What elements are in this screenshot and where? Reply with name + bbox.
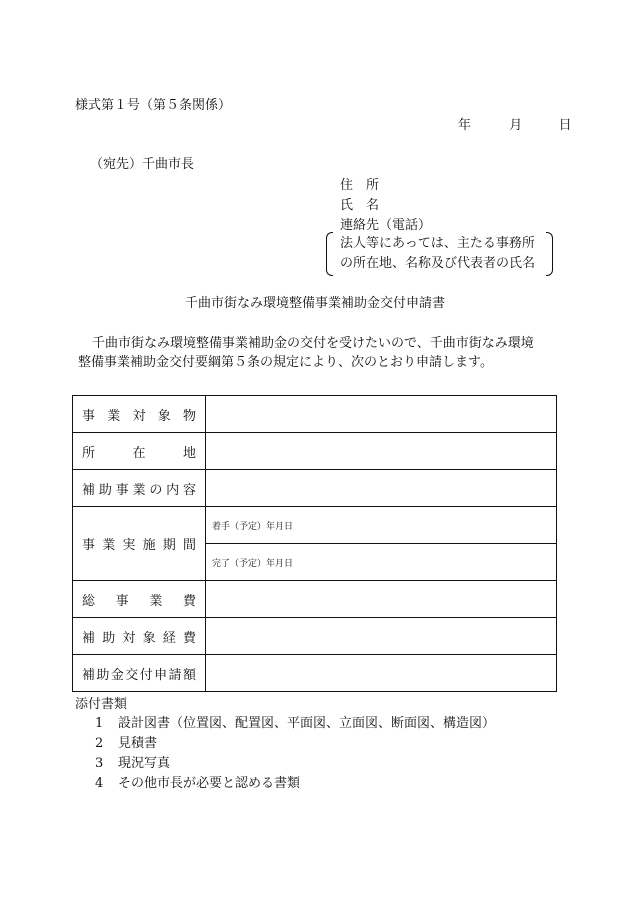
field-project-object[interactable]: [206, 396, 557, 433]
corporate-note-line2: の所在地、名称及び代表者の氏名: [340, 256, 536, 271]
label-char: 助: [102, 630, 116, 646]
field-location[interactable]: [206, 433, 557, 470]
label-project-content: [73, 470, 206, 507]
name-label: 氏 名: [340, 198, 380, 213]
label-char: 費: [182, 630, 196, 646]
form-number: 様式第１号（第５条関係）: [75, 98, 232, 113]
application-table: [72, 395, 557, 692]
label-char: 業: [102, 538, 116, 553]
label-char: 交: [125, 667, 139, 683]
date-month-label: 月: [509, 118, 523, 133]
label-project-period: [73, 507, 206, 581]
label-char: 業: [149, 593, 163, 609]
field-end-date[interactable]: 完了（予定）年月日: [206, 544, 557, 581]
field-eligible-cost[interactable]: [206, 618, 557, 655]
attachment-text: 見積書: [118, 736, 158, 751]
label-char: 助: [96, 667, 110, 683]
attachment-text: その他市長が必要と認める書類: [118, 776, 301, 791]
label-char: 金: [110, 667, 124, 683]
table-row: [73, 507, 557, 544]
label-char: 補: [82, 482, 96, 498]
label-char: 実: [122, 538, 136, 553]
label-char: 物: [182, 408, 196, 424]
label-char: 請: [168, 667, 182, 683]
label-char: 対: [122, 630, 136, 646]
body-text-line2: 整備事業補助金交付要綱第５条の規定により、次のとおり申請します。: [78, 355, 493, 370]
attachment-text: 設計図書（位置図、配置図、平面図、立面図、断面図、構造図）: [118, 716, 496, 731]
attachment-num: 4: [95, 776, 104, 791]
label-char: 対: [132, 408, 146, 424]
field-project-content[interactable]: [206, 470, 557, 507]
label-char: 業: [132, 482, 146, 498]
note-bracket-right: [546, 232, 553, 276]
label-char: 総: [82, 593, 96, 609]
field-start-date[interactable]: 着手（予定）年月日: [206, 507, 557, 544]
label-char: 額: [182, 667, 196, 683]
label-char: 補: [82, 630, 96, 646]
label-char: 間: [182, 538, 196, 553]
label-char: 業: [107, 408, 121, 424]
date-day-label: 日: [558, 118, 572, 133]
corporate-note-line1: 法人等にあっては、主たる事務所: [340, 236, 535, 251]
label-char: 所: [82, 445, 96, 461]
label-char: 期: [162, 538, 176, 553]
contact-label: 連絡先（電話）: [340, 218, 432, 233]
attachment-text: 現況写真: [118, 756, 171, 771]
label-char: 事: [82, 408, 96, 424]
label-char: 地: [182, 445, 196, 461]
address-label: 住 所: [340, 178, 380, 193]
date-year-label: 年: [458, 118, 472, 133]
attachment-num: 2: [95, 736, 104, 751]
table-row: [73, 618, 557, 655]
label-char: 内: [166, 482, 180, 498]
date-line: [458, 118, 572, 134]
field-total-cost[interactable]: [206, 581, 557, 618]
label-char: 在: [132, 445, 146, 461]
table-row: [73, 433, 557, 470]
label-char: 経: [162, 630, 176, 646]
label-char: 補: [82, 667, 96, 683]
label-char: 助: [98, 482, 112, 498]
label-char: 容: [182, 482, 196, 498]
label-char: の: [149, 482, 163, 498]
label-char: 象: [157, 408, 171, 424]
document-title: 千曲市街なみ環境整備事業補助金交付申請書: [184, 296, 445, 311]
label-requested-amount: [73, 655, 206, 692]
table-row: [73, 655, 557, 692]
body-text-line1: 千曲市街なみ環境整備事業補助金の交付を受けたいので、千曲市街なみ環境: [92, 336, 534, 351]
table-row: [73, 581, 557, 618]
label-char: 事: [115, 482, 129, 498]
table-row: [73, 470, 557, 507]
note-bracket-left: [326, 232, 333, 276]
label-char: 事: [115, 593, 129, 609]
addressee: （宛先）千曲市長: [90, 157, 195, 172]
label-total-cost: [73, 581, 206, 618]
label-project-object: [73, 396, 206, 433]
label-char: 象: [142, 630, 156, 646]
attachments-heading: 添付書類: [75, 697, 128, 712]
label-char: 事: [82, 538, 96, 553]
field-requested-amount[interactable]: [206, 655, 557, 692]
label-eligible-cost: [73, 618, 206, 655]
attachment-num: 1: [95, 716, 104, 731]
label-char: 施: [142, 538, 156, 553]
label-char: 付: [139, 667, 153, 683]
label-char: 申: [154, 667, 168, 683]
attachment-num: 3: [95, 756, 104, 771]
label-char: 費: [182, 593, 196, 609]
table-row: [73, 396, 557, 433]
label-location: [73, 433, 206, 470]
